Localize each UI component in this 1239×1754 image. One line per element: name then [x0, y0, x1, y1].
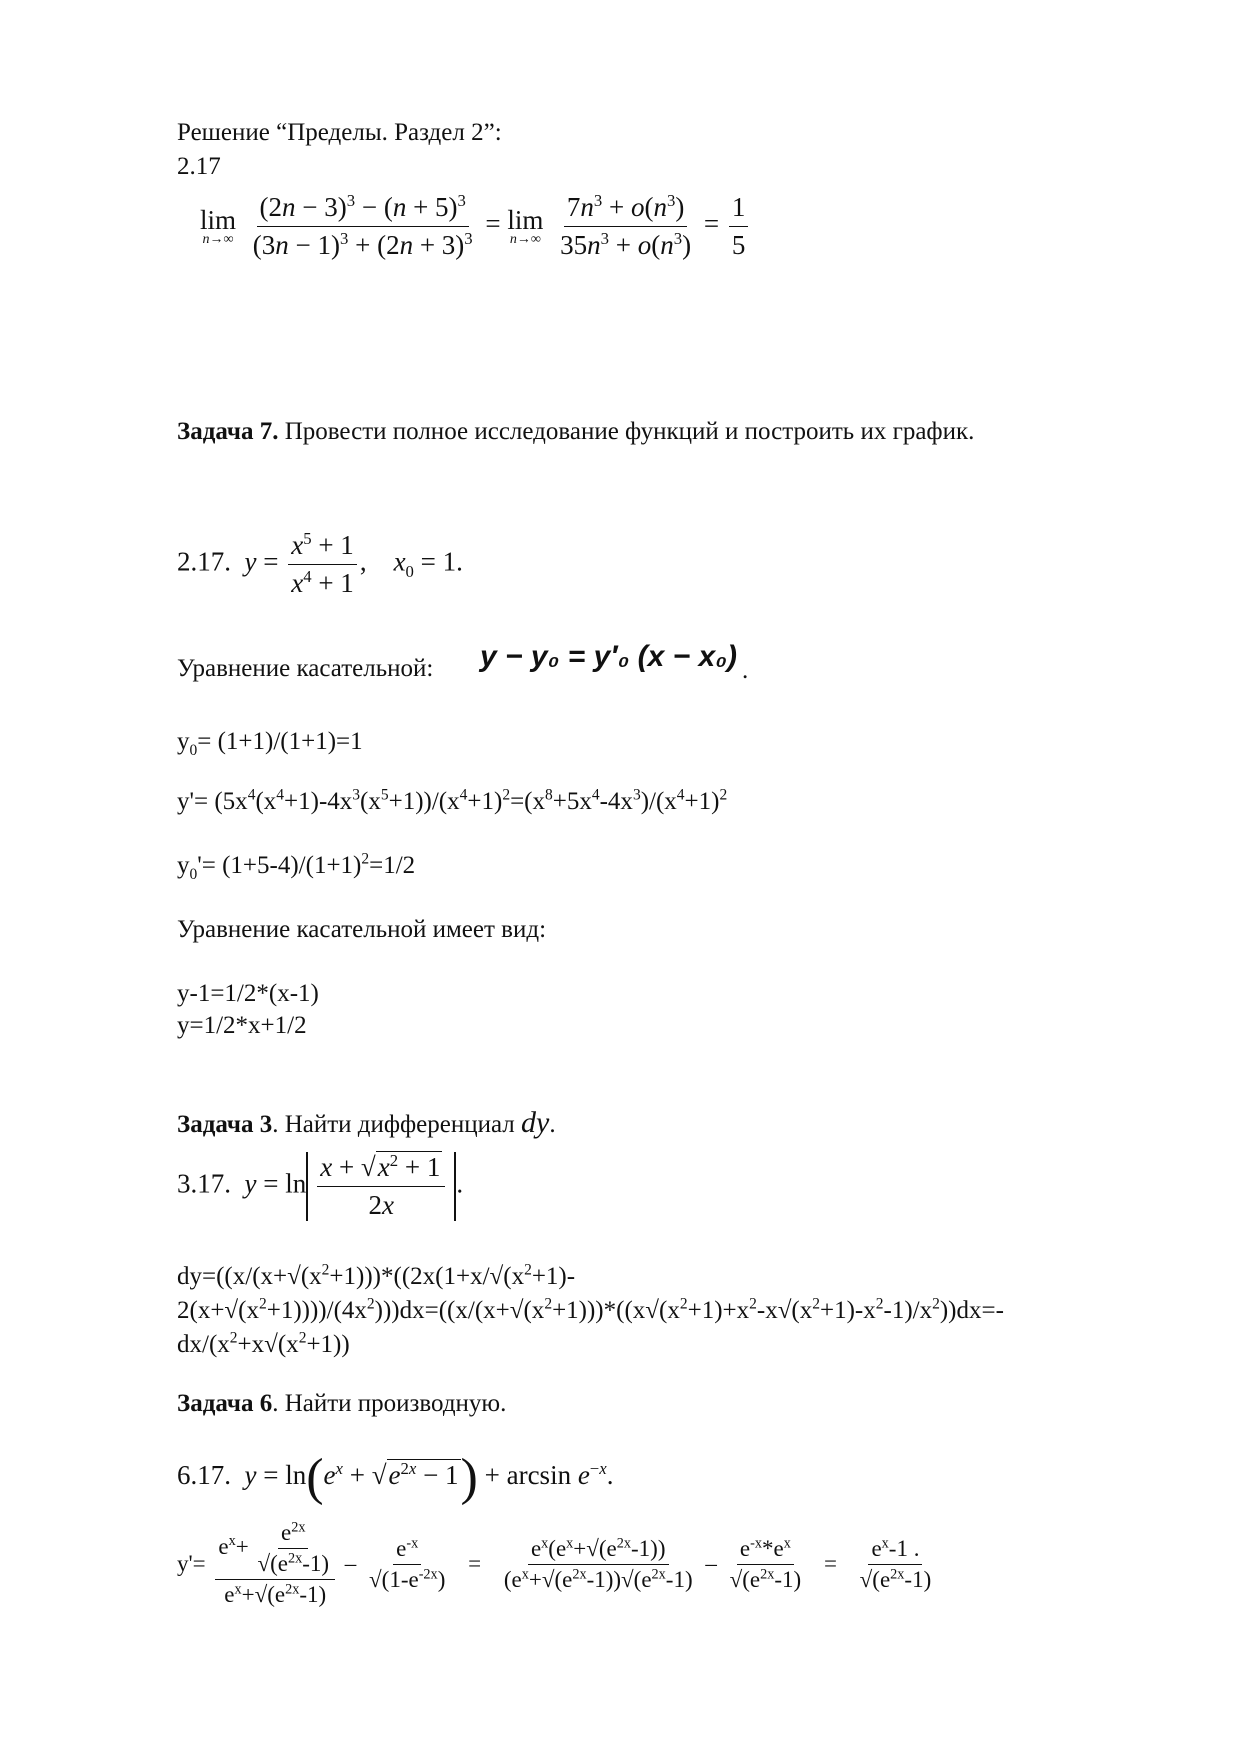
derivative-result: $\frac{e^x-1 .}{√(e^{2x}-1)}$ [859, 1534, 932, 1592]
derivative-term-3: $\frac{e^x(e^x+√(e^{2x}-1))}{(e^x+√(e^{2x}-1))√(e^{2x}-1)}$ [503, 1534, 693, 1592]
tangent-line-1: y-1=1/2*(x-1) [177, 980, 319, 1007]
problem-number: 2.17 [177, 153, 221, 180]
tangent-line-2: y=1/2*x+1/2 [177, 1012, 307, 1039]
y0-line: $y_0= (1+1)/(1+1)=1$ [177, 728, 363, 759]
dy-line-3: $dx/(x^2+x√(x^2+1))$ [177, 1329, 350, 1358]
y0-derivative-line: $y_0'= (1+5-4)/(1+1)^2=1/2$ [177, 850, 416, 883]
limit-formula: lim n→∞ $\frac{(2n - 3)^3 - (n + 5)^3}{(3n - 1)^3 + (2n + 3)^3}$ = lim n→∞ $\frac{7n^3 + o(n^3)}{35n^3 + o(n^3)}$ = $\frac{1}{5}$ [200, 192, 751, 261]
task7-function: 2.17. y = $\frac{x^5 + 1}{x^4 + 1}$ , $x_0 = 1$. [177, 529, 463, 598]
tangent-label: Уравнение касательной: [177, 655, 434, 682]
task6-heading: Задача 6. Найти производную. [177, 1390, 507, 1417]
task6-function: 6.17. $y = \ln(e^x + √e^{2x} - 1) + \arcsin e^{-x}$. [177, 1449, 614, 1506]
limit-fraction-2: $\frac{7n^3 + o(n^3)}{35n^3 + o(n^3)}$ [560, 191, 692, 260]
tangent-trail: . [742, 657, 749, 684]
derivative-term-4: $\frac{e^{-x}*e^x}{√(e^{2x}-1)}$ [729, 1534, 802, 1592]
tangent-formula: y − y₀ = y′₀ (x − x₀) [480, 640, 738, 673]
dy-line-1: $dy=((x/(x+√(x^2+1)))*((2x(1+x/√(x^2+1)-$ [177, 1261, 576, 1290]
document-title: Решение “Пределы. Раздел 2”: [177, 119, 502, 146]
dy-line-2: $2(x+√(x^2+1))))/(4x^2)))dx=((x/(x+√(x^2+1)))*((x√(x^2+1)+x^2-x√(x^2+1)-x^2-1)/x^2))dx=-$ [177, 1295, 1004, 1324]
task7-heading: Задача 7. Провести полное исследование функций и построить их график. [177, 418, 975, 445]
limit-result: $\frac{1}{5}$ [729, 192, 749, 261]
tangent-form-label: Уравнение касательной имеет вид: [177, 916, 547, 943]
derivative-term-1: $e^x+$ $\frac{e^{2x}}{√(e^{2x}-1)}$ $e^x+√(e^{2x}-1)$ [215, 1520, 335, 1608]
limit-fraction-1: $\frac{(2n - 3)^3 - (n + 5)^3}{(3n - 1)^3 + (2n + 3)^3}$ [252, 191, 473, 260]
task3-heading: Задача 3. Найти дифференциал dy. [177, 1106, 556, 1139]
lim-operator-2: lim n→∞ [507, 205, 544, 247]
derivative-term-2: $\frac{e^{-x}}{√(1-e^{-2x})}$ [369, 1534, 446, 1592]
task3-function: 3.17. y = ln $\frac{x + √x^2 + 1}{2x}$ . [177, 1151, 464, 1220]
task6-derivative: y'= $e^x+$ $\frac{e^{2x}}{√(e^{2x}-1)}$ $e^x+√(e^{2x}-1)$ – $\frac{e^{-x}}{√(1-e^{-2x})}$ = $\frac{e^x(e^x+√(e^{2x}-1))}{(e^x+√(e^{2x}-1))√(e^{2x}-1)}$ – $\frac{e^{-x}*e^x}{√(e^{2x}-1)}$ = $\frac{e^x-1 .}{√(e^{2x}-1)}$ [177, 1520, 938, 1608]
derivative-line: $y'= (5x^4(x^4+1)-4x^3(x^5+1))/(x^4+1)^2=(x^8+5x^4-4x^3)/(x^4+1)^2$ [177, 786, 728, 815]
lim-operator: lim n→∞ [200, 205, 237, 247]
